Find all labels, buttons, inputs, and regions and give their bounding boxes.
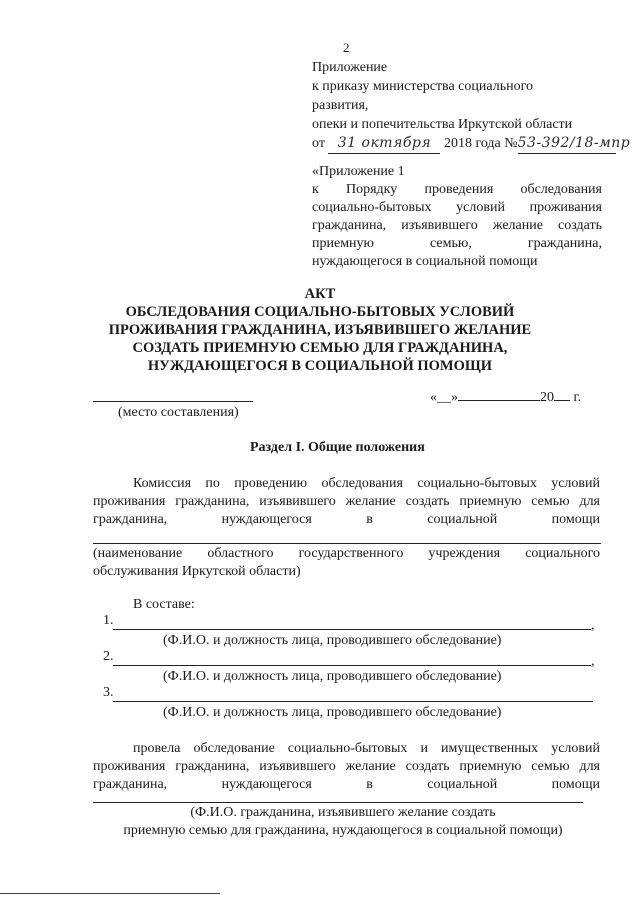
hint-line: обслуживания Иркутской области) (93, 564, 301, 579)
comma: , (591, 654, 595, 669)
member-blank-line (113, 701, 593, 702)
appendix1-line: нуждающегося в социальной помощи (312, 254, 538, 269)
appendix-line: развития, (312, 98, 369, 113)
page-number: 2 (343, 40, 350, 55)
member-number: 1. (103, 613, 114, 628)
date-prefix: от (312, 136, 325, 151)
appendix-header (312, 58, 631, 154)
date-open: «__» (430, 390, 458, 405)
hint-line: (Ф.И.О. гражданина, изъявившего желание создать (190, 805, 496, 820)
appendix-line: опеки и попечительства Иркутской области (312, 117, 573, 132)
citizen-blank-line (93, 802, 583, 803)
commission-paragraph (93, 475, 600, 529)
institution-blank-line (93, 543, 601, 544)
year-text: 2018 года № (443, 136, 518, 151)
month-blank (458, 386, 540, 401)
institution-hint (93, 545, 600, 581)
paragraph-line: провела обследование социально-бытовых и имущественных условий (133, 741, 600, 756)
member-hint: (Ф.И.О. и должность лица, проводившего обследование) (163, 633, 502, 648)
footnote-separator (0, 893, 220, 894)
citizen-hint (93, 804, 593, 840)
appendix-line: Приложение (312, 60, 388, 75)
appendix1-line: социально-бытовых условий проживания (312, 200, 602, 215)
date-blank (430, 386, 581, 407)
paragraph-line: проживания гражданина, изъявившего желание создать приемную семью для (93, 759, 600, 774)
year-suffix: г. (573, 390, 582, 405)
appendix1-block (312, 163, 602, 271)
title-line: НУЖДАЮЩЕГОСЯ В СОЦИАЛЬНОЙ ПОМОЩИ (147, 358, 493, 374)
handwritten-order-number: 53-392/18-мпр (518, 134, 616, 154)
appendix1-line: приемную семью, гражданина, (312, 236, 602, 251)
title-line: ОБСЛЕДОВАНИЯ СОЦИАЛЬНО-БЫТОВЫХ УСЛОВИЙ (125, 304, 515, 320)
handwritten-date: 31 октября (328, 134, 440, 154)
member-blank-line (113, 629, 591, 630)
appendix1-line: к Порядку проведения обследования (312, 182, 602, 197)
hint-line: (наименование областного государственного учреждения социального (93, 546, 600, 561)
year-blank (554, 386, 570, 401)
paragraph-line: гражданина, нуждающегося в социальной помощи (93, 512, 600, 527)
document-title (60, 285, 580, 375)
paragraph-line: проживания гражданина, изъявившего желание создать приемную семью для (93, 494, 600, 509)
member-hint: (Ф.И.О. и должность лица, проводившего обследование) (163, 705, 502, 720)
place-caption: (место составления) (118, 405, 239, 420)
appendix1-line: «Приложение 1 (312, 164, 405, 179)
member-hint: (Ф.И.О. и должность лица, проводившего обследование) (163, 669, 502, 684)
member-number: 2. (103, 649, 114, 664)
appendix1-line: гражданина, изъявившего желание создать (312, 218, 602, 233)
title-line: ПРОЖИВАНИЯ ГРАЖДАНИНА, ИЗЪЯВИВШЕГО ЖЕЛАНИЕ (108, 322, 532, 338)
paragraph-line: гражданина, нуждающегося в социальной помощи (93, 777, 600, 792)
title-line: СОЗДАТЬ ПРИЕМНУЮ СЕМЬЮ ДЛЯ ГРАЖДАНИНА, (132, 340, 508, 356)
survey-paragraph (93, 740, 600, 794)
appendix-date-line (312, 134, 631, 154)
place-blank-line (93, 401, 253, 402)
paragraph-line: Комиссия по проведению обследования социально-бытовых условий (133, 476, 600, 491)
year-prefix: 20 (540, 390, 554, 405)
title-line: АКТ (304, 286, 336, 302)
member-blank-line (113, 665, 591, 666)
hint-line: приемную семью для гражданина, нуждающегося в социальной помощи) (123, 823, 563, 838)
member-number: 3. (103, 685, 114, 700)
section-heading: Раздел I. Общие положения (250, 440, 425, 455)
comma: , (591, 618, 595, 633)
composition-label: В составе: (133, 597, 195, 612)
appendix-line: к приказу министерства социального (312, 79, 533, 94)
